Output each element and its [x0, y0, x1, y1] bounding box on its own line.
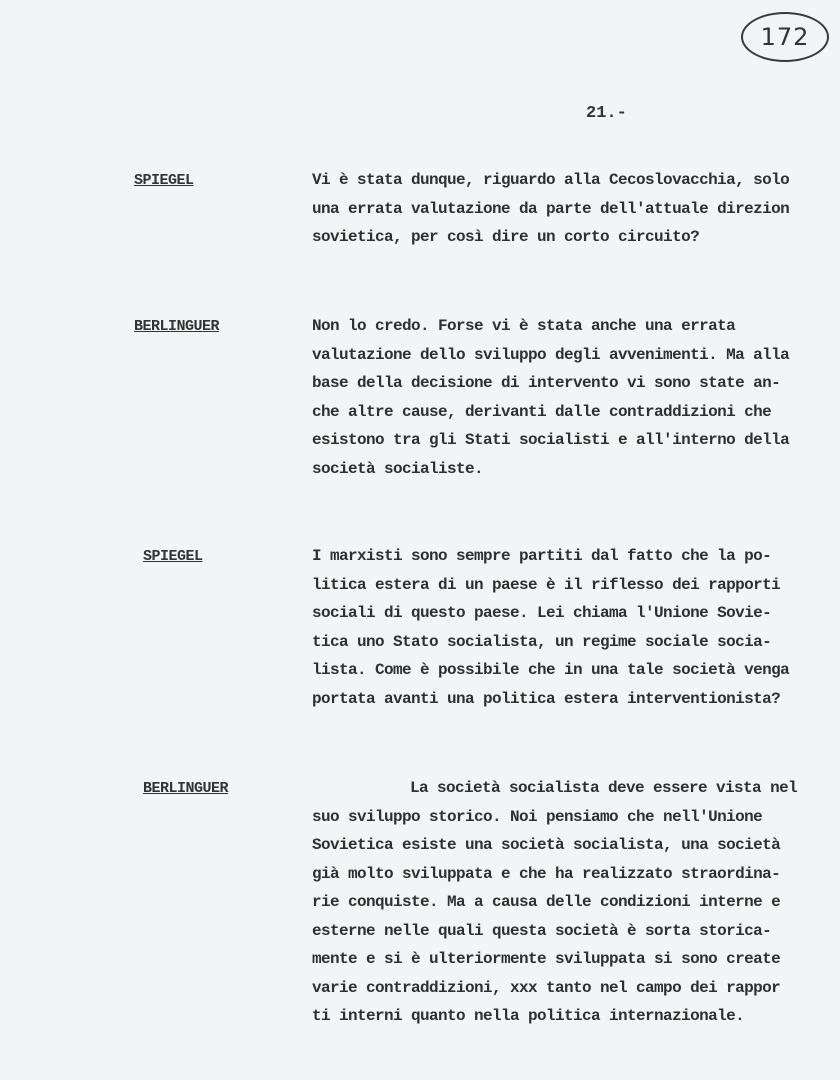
text-line: suo sviluppo storico. Noi pensiamo che nell'Unione — [312, 807, 763, 826]
speaker-label: BERLINGUER — [143, 780, 229, 797]
text-line: esterne nelle quali questa società è sorta storica- — [312, 921, 772, 940]
text-line: I marxisti sono sempre partiti dal fatto che la po- — [312, 547, 772, 565]
text-line: lista. Come è possibile che in una tale società venga — [312, 661, 790, 679]
text-line: una errata valutazione da parte dell'attuale direzion — [312, 199, 790, 218]
archive-stamp: 172 — [741, 12, 829, 62]
text-line: Vi è stata dunque, riguardo alla Cecoslovacchia, solo — [312, 171, 790, 189]
text-line: ti interni quanto nella politica internazionale. — [312, 1007, 745, 1025]
text-line: litica estera di un paese è il riflesso dei rapporti — [312, 575, 781, 594]
text-line: La società socialista deve essere vista nel — [410, 779, 798, 797]
speech-paragraph — [312, 312, 822, 483]
page-number: 21.- — [586, 104, 627, 123]
text-line: portata avanti una politica estera interventionista? — [312, 689, 781, 708]
text-line: rie conquiste. Ma a causa delle condizioni interne e — [312, 893, 781, 911]
text-line: Non lo credo. Forse vi è stata anche una errata — [312, 317, 736, 335]
text-line: già molto sviluppata e che ha realizzato straordina- — [312, 864, 781, 883]
text-line: tica uno Stato socialista, un regime sociale socia- — [312, 632, 772, 651]
text-line: che altre cause, derivanti dalle contraddizioni che — [312, 402, 772, 421]
text-line: sociali di questo paese. Lei chiama l'Unione Sovie- — [312, 604, 772, 622]
speech-paragraph — [312, 774, 822, 1031]
text-line: società socialiste. — [312, 459, 484, 478]
text-line: varie contraddizioni, xxx tanto nel campo dei rappor — [312, 978, 781, 997]
speaker-label: SPIEGEL — [134, 172, 194, 189]
speech-paragraph — [312, 166, 822, 252]
text-line: valutazione dello sviluppo degli avvenimenti. Ma alla — [312, 345, 790, 364]
text-line: sovietica, per così dire un corto circuito? — [312, 228, 700, 246]
text-line: mente e si è ulteriormente sviluppata si sono create — [312, 950, 781, 968]
text-line: esistono tra gli Stati socialisti e all'interno della — [312, 431, 790, 449]
text-line: base della decisione di intervento vi sono state an- — [312, 374, 781, 392]
speech-paragraph — [312, 542, 822, 713]
text-line: Sovietica esiste una società socialista, una società — [312, 836, 781, 854]
speaker-label: BERLINGUER — [134, 318, 220, 335]
speaker-label: SPIEGEL — [143, 548, 203, 565]
